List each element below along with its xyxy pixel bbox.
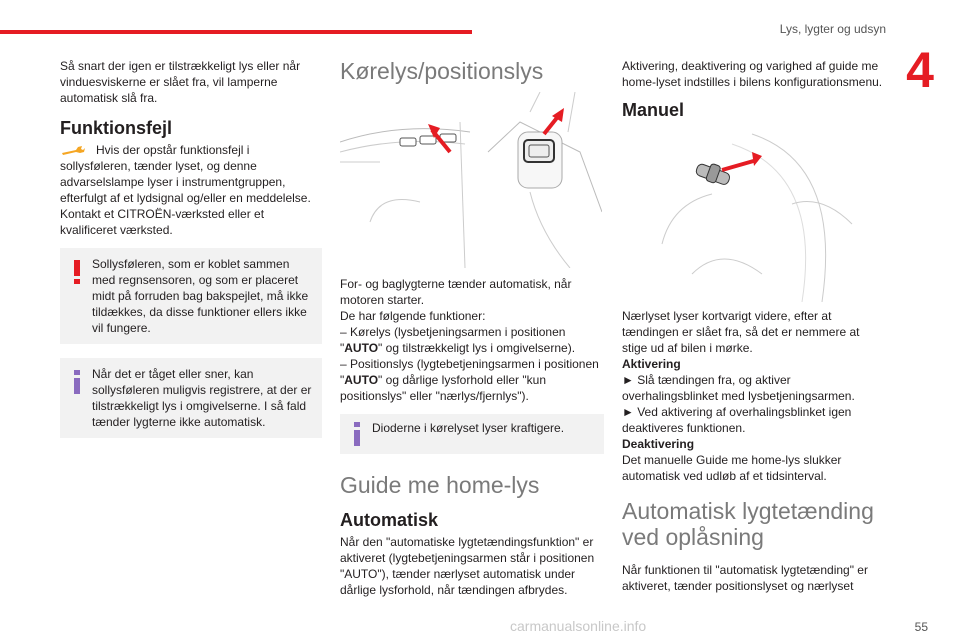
- activation-intro: Aktivering, deaktivering og varighed af guide me home-lyset indstilles i bilens konfigurationsmenu.: [622, 59, 883, 89]
- watermark: carmanualsonline.info: [510, 618, 647, 634]
- drl-item-2: [340, 356, 604, 404]
- warning-note-text: Sollysføleren, som er koblet sammen med regnsensoren, og som er placeret midt på forruden bag bakspejlet, må ikke tildækkes, da disse funktioner ellers ikke vil fungere.: [92, 257, 309, 335]
- drl-item-1-auto: AUTO: [344, 341, 379, 355]
- fault-block: [60, 142, 322, 238]
- manual-heading: Manuel: [622, 100, 685, 120]
- info-icon: [352, 422, 362, 446]
- deactivation-label: Deaktivering: [622, 437, 695, 451]
- fault-text: Hvis der opstår funktionsfejl i sollysføleren, tænder lyset, og denne advarselslampe lyser i instrumentgruppen, efterfulgt af et lydsignal og/eller en meddelelse. Kontakt et CITROËN-værksted eller et kvalificeret værksted.: [60, 143, 311, 237]
- column-3: [622, 58, 888, 594]
- manual-paragraph: Nærlyset lyser kortvarigt videre, efter at tændingen er slået fra, så det er nemmere at stige ud af bilen i mørke.: [622, 309, 860, 355]
- activation-step-2: ► Ved aktivering af overhalingsblinket igen deaktiveres funktionen.: [622, 405, 852, 435]
- stalk-illustration: [622, 124, 888, 302]
- column-1: [60, 58, 322, 438]
- drl-item-1-text: – Kørelys (lysbetjeningsarmen i positionen ": [340, 325, 566, 355]
- drl-info-note: [340, 414, 604, 454]
- page-number: 55: [914, 620, 928, 634]
- drl-paragraph-2: De har følgende funktioner:: [340, 309, 486, 323]
- drl-illustration: [340, 92, 602, 268]
- info-note: [60, 358, 322, 438]
- deactivation-text: Det manuelle Guide me home-lys slukker automatisk ved udløb af et tidsinterval.: [622, 453, 842, 483]
- drl-item-2-tail: " og dårlige lysforhold eller "kun positionslys" eller "nærlys/fjernlys").: [340, 373, 546, 403]
- headlight-stalk-illustration: [622, 124, 888, 302]
- info-icon: [72, 370, 82, 394]
- fault-heading: Funktionsfejl: [60, 118, 172, 138]
- auto-text: Når den "automatiske lygtetændingsfunktion" er aktiveret (lygtebetjeningsarmen står i positionen "AUTO"), tænder nærlyset automatisk under dårlige lysforhold, når tændingen afbrydes.: [340, 535, 595, 597]
- drl-paragraph-1: For- og baglygterne tænder automatisk, når motoren starter.: [340, 277, 572, 307]
- drl-info-note-text: Dioderne i kørelyset lyser kraftigere.: [372, 421, 565, 435]
- drl-item-2-auto: AUTO: [344, 373, 379, 387]
- section-title: Lys, lygter og udsyn: [779, 22, 886, 36]
- auto-lights-text: Når funktionen til "automatisk lygtetænding" er aktiveret, tænder positionslyset og nærlyset: [622, 563, 868, 593]
- info-note-text: Når det er tåget eller sner, kan sollysføleren muligvis registrere, at der er tilstrækkeligt lys i omgivelserne. I så fald tænder lygterne ikke automatisk.: [92, 367, 312, 429]
- auto-lights-heading: Automatisk lygtetænding ved oplåsning: [622, 498, 874, 550]
- guide-heading: Guide me home-lys: [340, 472, 540, 498]
- intro-paragraph: Så snart der igen er tilstrækkeligt lys eller når vinduesviskerne er slået fra, vil lamperne automatisk slå fra.: [60, 59, 301, 105]
- chapter-number: 4: [906, 42, 934, 98]
- column-2: [340, 58, 604, 598]
- drl-heading: Kørelys/positionslys: [340, 58, 544, 84]
- top-accent-bar: [0, 30, 472, 34]
- light-switch-illustration: [340, 92, 602, 268]
- drl-item-1-tail: " og tilstrækkeligt lys i omgivelserne).: [378, 341, 576, 355]
- warning-note: [60, 248, 322, 344]
- wrench-warning-icon: [60, 144, 86, 158]
- activation-label: Aktivering: [622, 357, 681, 371]
- exclamation-icon: [72, 260, 82, 284]
- drl-item-1: [340, 324, 604, 356]
- activation-step-1: ► Slå tændingen fra, og aktiver overhalingsblinket med lysbetjeningsarmen.: [622, 373, 855, 403]
- auto-heading: Automatisk: [340, 510, 439, 530]
- drl-item-2-text: – Positionslys (lygtebetjeningsarmen i positionen ": [340, 357, 599, 387]
